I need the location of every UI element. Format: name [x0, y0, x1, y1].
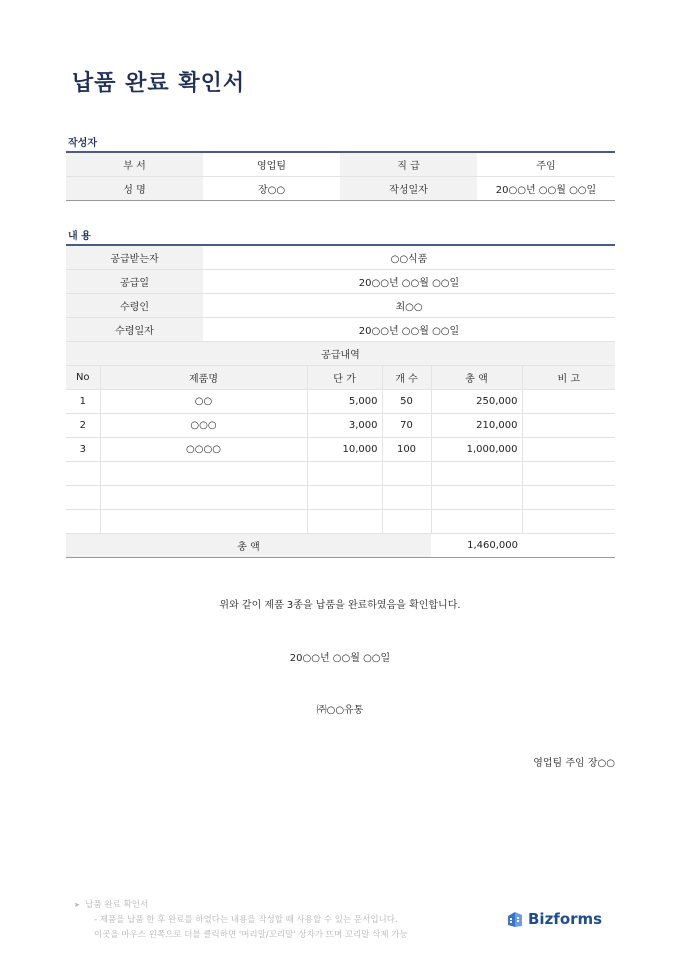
footer-line-2: - 제품을 납품 한 후 완료를 하였다는 내용을 작성할 때 사용할 수 있는 문서입니다.	[94, 915, 398, 925]
table-row	[66, 510, 615, 534]
sum-value: 1,460,000	[431, 534, 522, 558]
col-no: No	[66, 366, 100, 390]
item-total: 210,000	[431, 414, 522, 438]
item-total	[431, 486, 522, 510]
table-row	[66, 414, 615, 438]
company-name: ㈜○○유통	[316, 705, 364, 716]
item-qty	[382, 510, 431, 534]
name-label: 성 명	[66, 177, 203, 201]
receive-date-value: 20○○년 ○○월 ○○일	[203, 318, 615, 342]
item-note	[522, 486, 615, 510]
item-no	[66, 462, 100, 486]
item-total: 250,000	[431, 390, 522, 414]
item-total	[431, 462, 522, 486]
content-info-table	[66, 244, 615, 366]
write-date-value: 20○○년 ○○월 ○○일	[477, 177, 615, 201]
footer-line-3: 이곳을 마우스 왼쪽으로 더블 클릭하면 '머리말/꼬리말' 상자가 뜨며 꼬리말 삭제 가능	[94, 930, 408, 940]
receiver-value: 최○○	[203, 294, 615, 318]
sum-note	[522, 534, 615, 558]
content-section-heading: 내 용	[68, 231, 91, 242]
supply-date-value: 20○○년 ○○월 ○○일	[203, 270, 615, 294]
author-section-heading: 작성자	[68, 138, 97, 149]
author-table	[66, 151, 615, 201]
item-no: 1	[66, 390, 100, 414]
item-price: 3,000	[307, 414, 382, 438]
item-name: ○○○○	[100, 438, 307, 462]
confirm-text: 위와 같이 제품 3종을 납품을 완료하였음을 확인합니다.	[219, 600, 461, 611]
item-name	[100, 486, 307, 510]
recipient-label: 공급받는자	[66, 245, 203, 270]
item-name: ○○	[100, 390, 307, 414]
item-price	[307, 510, 382, 534]
item-note	[522, 390, 615, 414]
rank-value: 주임	[477, 152, 615, 177]
item-name	[100, 510, 307, 534]
recipient-value: ○○식품	[203, 245, 615, 270]
table-row	[66, 486, 615, 510]
item-no	[66, 510, 100, 534]
table-row	[66, 390, 615, 414]
bullet-icon: ➤	[74, 901, 80, 909]
item-note	[522, 462, 615, 486]
bizforms-logo	[506, 910, 602, 928]
item-price	[307, 462, 382, 486]
col-product: 제품명	[100, 366, 307, 390]
item-name: ○○○	[100, 414, 307, 438]
item-qty: 50	[382, 390, 431, 414]
col-total: 총 액	[431, 366, 522, 390]
item-price	[307, 486, 382, 510]
confirm-date: 20○○년 ○○월 ○○일	[289, 653, 391, 664]
document-title: 납품 완료 확인서	[72, 71, 246, 96]
table-row	[66, 462, 615, 486]
col-price: 단 가	[307, 366, 382, 390]
item-no: 2	[66, 414, 100, 438]
table-row	[66, 438, 615, 462]
item-qty: 70	[382, 414, 431, 438]
item-qty: 100	[382, 438, 431, 462]
items-table	[66, 366, 615, 558]
item-name	[100, 462, 307, 486]
sum-label: 총 액	[66, 534, 431, 558]
item-note	[522, 414, 615, 438]
item-note	[522, 510, 615, 534]
item-total: 1,000,000	[431, 438, 522, 462]
supply-date-label: 공급일	[66, 270, 203, 294]
item-no	[66, 486, 100, 510]
supply-details-title: 공급내역	[66, 342, 615, 366]
footer-note[interactable]	[74, 898, 408, 943]
write-date-label: 작성일자	[340, 177, 477, 201]
dept-label: 부 서	[66, 152, 203, 177]
dept-value: 영업팀	[203, 152, 340, 177]
footer-line-1: 납품 완료 확인서	[85, 900, 149, 910]
receive-date-label: 수령일자	[66, 318, 203, 342]
item-price: 5,000	[307, 390, 382, 414]
item-price: 10,000	[307, 438, 382, 462]
item-note	[522, 438, 615, 462]
signer: 영업팀 주임 장○○	[533, 758, 615, 769]
name-value: 장○○	[203, 177, 340, 201]
col-qty: 개 수	[382, 366, 431, 390]
item-qty	[382, 462, 431, 486]
col-note: 비 고	[522, 366, 615, 390]
item-qty	[382, 486, 431, 510]
item-total	[431, 510, 522, 534]
building-logo-icon	[506, 910, 524, 928]
logo-text: Bizforms	[528, 910, 603, 928]
rank-label: 직 급	[340, 152, 477, 177]
item-no: 3	[66, 438, 100, 462]
receiver-label: 수령인	[66, 294, 203, 318]
